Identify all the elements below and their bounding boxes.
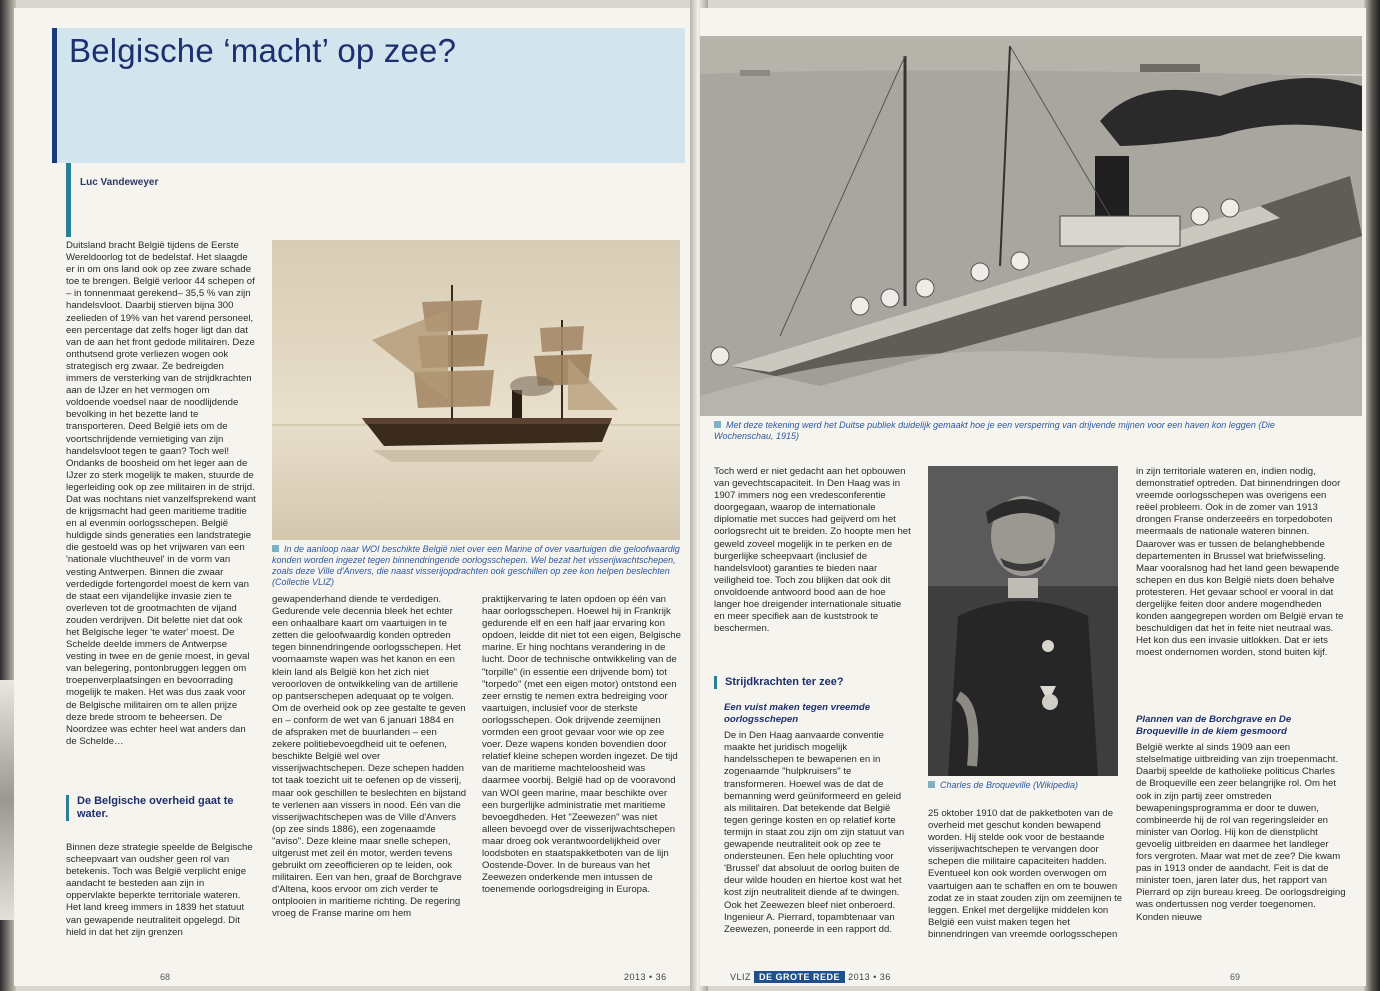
body-text: Binnen deze strategie speelde de Belgische scheepvaart van oudsher geen rol van betekenis. Toch was België verplicht enige aandacht te besteden aan zijn in oppervlakte beperkte territoriale wateren. Het land kreeg immers in 1839 het statuut van gewapende neutraliteit opgelegd. Dit hield in dat het zijn grenzen xyxy=(66,842,253,938)
caption-marker-icon xyxy=(272,545,279,552)
ship-photo-ville-danvers xyxy=(272,240,680,540)
right-page-edge xyxy=(1364,0,1380,991)
right-footer xyxy=(730,972,891,982)
caption-text: Met deze tekening werd het Duitse publiek duidelijk gemaakt hoe je een versperring van drijvende mijnen voor een haven kon leggen (Die Wochenschau, 1915) xyxy=(714,420,1275,441)
footer-badge-de-grote-rede: DE GROTE REDE xyxy=(754,971,845,983)
body-text: gewapenderhand diende te verdedigen. Gedurende vele decennia bleek het echter een onhaalbare kaart om vaartuigen in te zetten die geloofwaardig konden optreden tegen binnendringende oorlogsschepen. Het voornaamste wapen was het kanon en een klein land als België kon het zich niet veroorloven de ontwikkeling van de artillerie op pantserschepen adequaat op te volgen. Om de overheid ook op zee gestalte te geven en – conform de wet van 6 januari 1884 en de afspraken met de buurlanden – een zekere politiebevoegdheid uit te oefenen, beschikte België wel over visserijwachtschepen. Deze schepen hadden tot taak toezicht uit te oefenen op de visserij, maar ook geschillen te beslechten en bijstand te verlenen aan vissers in nood. Eén van die visserijwachtschepen was de Ville d'Anvers (op zee sinds 1886), een zogenaamde "aviso". Deze kleine maar snelle schepen, uitgerust met zeil én motor, werden tevens gebruikt om zeeofficieren op te leiden, ook militairen. Een van hen, graaf de Borchgrave d'Altena, koos ervoor om zich verder te ontplooien in maritieme richting. De regering vroeg de Franse marine om hem xyxy=(272,594,467,920)
left-column-3 xyxy=(482,594,682,956)
caption-marker-icon xyxy=(714,421,721,428)
right-column-3b xyxy=(1136,714,1346,956)
minelayer-illustration xyxy=(700,36,1362,416)
body-text: Duitsland bracht België tijdens de Eerste Wereldoorlog tot de bedelstaf. Het slaagde er in om ons land ook op zee zware schade toe te brengen. België verloor 44 schepen of – in tonnenmaat gerekend– 35,5 % van zijn handelsvloot. Daarbij stierven bijna 300 zeelieden of 19% van het varend personeel, een percentage dat zelfs hoger ligt dan dat van de aan het front gedode militairen. Deze onthutsend grote verliezen wogen ook strategisch erg zwaar. Ze bedreigden immers de versterking van de strijdkrachten aan de IJzer en het vermogen om voldoende voedsel naar de noodlijdende bevolking in het bezette land te transporteren. Deed België iets om de voortschrijdende vernietiging van zijn handelsvloot tegen te gaan? Toch wel! Ondanks de boosheid om het leger aan de IJzer zo sterk mogelijk te maken, stuurde de legerleiding ook op zee militairen in de strijd. Dat was nochtans niet vanzelfsprekend want de krijgsmacht had geen maritieme traditie en al evenmin oorlogsschepen. België huldigde sinds generaties een landstrategie die gestoeld was op het vrijwaren van een 'nationale vluchtheuvel' in de vorm van vesting Antwerpen. Binnen die zwaar verdedigde fortengordel moest de kern van de staat een vijandelijke invasie zien te overleven tot de grootmachten de vijand zouden verdrijven. Dit belette niet dat ook het Belgische leger 'te water' moest. De Schelde deelde immers de Antwerpse vesting in twee en de genie moest, in geval van belegering, pontonbruggen leggen om troepenverplaatsingen en bevoorrading mogelijk te maken. Het was dus zaak voor de Belgische militairen om te allen prijze deze brede stroom te beheersen. De Noordzee was echter heel wat anders dan de Schelde… xyxy=(66,240,256,747)
author-name: Luc Vandeweyer xyxy=(80,177,159,188)
left-column-1b xyxy=(66,842,256,954)
body-text: 25 oktober 1910 dat de pakketboten van de overheid met geschut konden bewapend worden. Hij stelde ook voor de bestaande visserijwachtschepen te vervangen door schepen die militaire capaciteiten hadden. Eventueel kon ook worden overwogen om vaartuigen aan te schaffen en om te bouwen zodat ze in staat zouden zijn om zeemijnen te leggen. Enkel met dergelijke middelen kon België een vuist maken tegen het binnendringen van vreemde oorlogsschepen xyxy=(928,808,1123,940)
page-number-left: 68 xyxy=(160,972,171,982)
left-column-1 xyxy=(66,240,256,775)
sub-heading-plannen: Plannen van de Borchgrave en De Broqueville in de kiem gesmoord xyxy=(1136,714,1292,738)
caption-text: In de aanloop naar WOI beschikte België niet over een Marine of over vaartuigen die geloofwaardig konden worden ingezet tegen binnendringende oorlogsschepen. Wel bezat het visserijwachtschepen, zoals deze Ville d'Anvers, die naast visserijopdrachten ook geschillen op zee kon helpen beslechten (Collectie VLIZ) xyxy=(272,544,680,587)
body-text: Toch werd er niet gedacht aan het opbouwen van gevechtscapaciteit. In Den Haag was in 1907 immers nog een vredesconferentie doorgegaan, waarop de internationale diplomatie met succes had geijverd om het oorlogsrecht uit te breiden. Zo hoopte men het geweld zoveel mogelijk in te perken en de burgerlijke scheepvaart (inclusief de handelsvloot) garanties te bieden naar veiligheid toe. Toch zou blijken dat ook dit onvoldoende antwoord bood aan de hoe langer hoe dreigender internationale situatie en meer specifiek aan de kuststrook te beschermen. xyxy=(714,466,911,635)
ship-photo-caption xyxy=(272,544,692,588)
portrait-caption xyxy=(928,780,1118,791)
right-column-1b xyxy=(724,702,914,958)
body-text: België werkte al sinds 1909 aan een stelselmatige uitbreiding van zijn troepenmacht. Daarbij speelde de katholieke politicus Charles de Broqueville een zeer belangrijke rol. Om het ook in zijn partij zeer omstreden bewapeningsprogramma er door te duwen, combineerde hij de rol van regeringsleider en minister van Oorlog. Hij kon de dienstplicht gevoelig uitbreiden en daarmee het landleger fors vergroten. Maar wat met de zee? Die kwam pas in 1913 onder de aandacht. Feit is dat de minister toen, jaren later dus, het rapport van Pierrard op zijn bureau kreeg. De oorlogsdreiging was ondertussen nog verder toegenomen. Konden nieuwe xyxy=(1136,742,1346,923)
footer-vliz: VLIZ xyxy=(730,972,752,982)
title-banner xyxy=(52,28,685,163)
body-text: praktijkervaring te laten opdoen op één van haar oorlogsschepen. Hoewel hij in Frankrijk gedurende elf en een half jaar ervaring kon opdoen, leidde dit niet tot een eigen, Belgische marine. Er hing nochtans verandering in de lucht. Door de technische ontwikkeling van de "torpille" (in essentie een drijvende bom) tot "torpedo" (met een eigen motor) ontstond een zeer ernstig te nemen extra bedreiging voor vaartuigen, inclusief voor de sterkste oorlogsschepen. Ook drijvende zeemijnen vormden een groot gevaar voor wie op zee voer. Deze wapens konden bovendien door relatief kleine schepen worden ingezet. De tijd van de maritieme machteloosheid was daarmee voorbij. België had op de vooravond van WOI geen marine, maar beschikte over een burgerlijke administratie met maritieme bevoegdheden. Het "Zeewezen" was niet alleen bevoegd over de visserijwachtschepen maar droeg ook verantwoordelijkheid over loodsboten en staatspakketboten van de lijn Oostende-Dover. In de bureaus van het Zeewezen onderkende men intussen de toenemende oorlogsdreiging in Europa. xyxy=(482,594,681,896)
section-heading-strijdkrachten: Strijdkrachten ter zee? xyxy=(714,676,905,689)
caption-marker-icon xyxy=(928,781,935,788)
right-page xyxy=(700,8,1366,986)
left-footer: 2013 • 36 xyxy=(624,972,667,982)
right-column-3 xyxy=(1136,466,1346,706)
left-column-2 xyxy=(272,594,467,956)
body-text: in zijn territoriale wateren en, indien nodig, demonstratief optreden. Dat binnendringen door vreemde oorlogsschepen was overigens een reëel probleem. Ook in de zomer van 1913 drongen Franse onderzeeërs en torpedoboten meermaals de nationale wateren binnen. Daarover was er tussen de belanghebbende departementen in Brussel wat briefwisseling. Maar vooralsnog had het land geen bewapende schepen en dus kon België niets doen behalve protesteren. Het gevaar school er vooral in dat dergelijke feiten door andere mogendheden konden aangegrepen worden om België ervan te beschuldigen dat het in feite niet neutraal was. Het kon dus een invasie uitlokken. Dat er iets moest ondernomen worden, stond buiten kijf. xyxy=(1136,466,1344,659)
article-title: Belgische ‘macht’ op zee? xyxy=(69,32,457,69)
author-accent-bar xyxy=(66,163,71,237)
right-column-2b xyxy=(928,808,1124,958)
caption-text: Charles de Broqueville (Wikipedia) xyxy=(940,780,1078,790)
illustration-caption xyxy=(714,420,1314,442)
right-column-1 xyxy=(714,466,914,662)
footer-issue: 2013 • 36 xyxy=(848,972,891,982)
portrait-charles-de-broqueville xyxy=(928,466,1118,776)
section-heading-overheid: De Belgische overheid gaat te water. xyxy=(66,795,247,821)
sub-heading-vuist: Een vuist maken tegen vreemde oorlogsschepen xyxy=(724,702,871,726)
page-number-right: 69 xyxy=(1230,972,1241,982)
body-text: De in Den Haag aanvaarde conventie maakte het juridisch mogelijk handelsschepen te bewapenen en in zogenaamde "hulpkruisers" te transformeren. Hoewel was de dat de bemanning werd geüniformeerd en geleid als militairen. Dat betekende dat België tegen geringe kosten en op relatief korte termijn in staat zou zijn om zijn statuut van gewapende neutraliteit ook op zee te ondersteunen. Een hele opluchting voor 'Brussel' dat absoluut de oorlog buiten de deur wilde houden en hiertoe kost wat het kost zijn neutraliteit diende af te dwingen. Ook het Zeewezen bleef niet onberoerd. Ingenieur A. Pierrard, topambtenaar van Zeewezen, poneerde in een rapport dd. xyxy=(724,730,905,935)
left-page xyxy=(14,8,694,986)
